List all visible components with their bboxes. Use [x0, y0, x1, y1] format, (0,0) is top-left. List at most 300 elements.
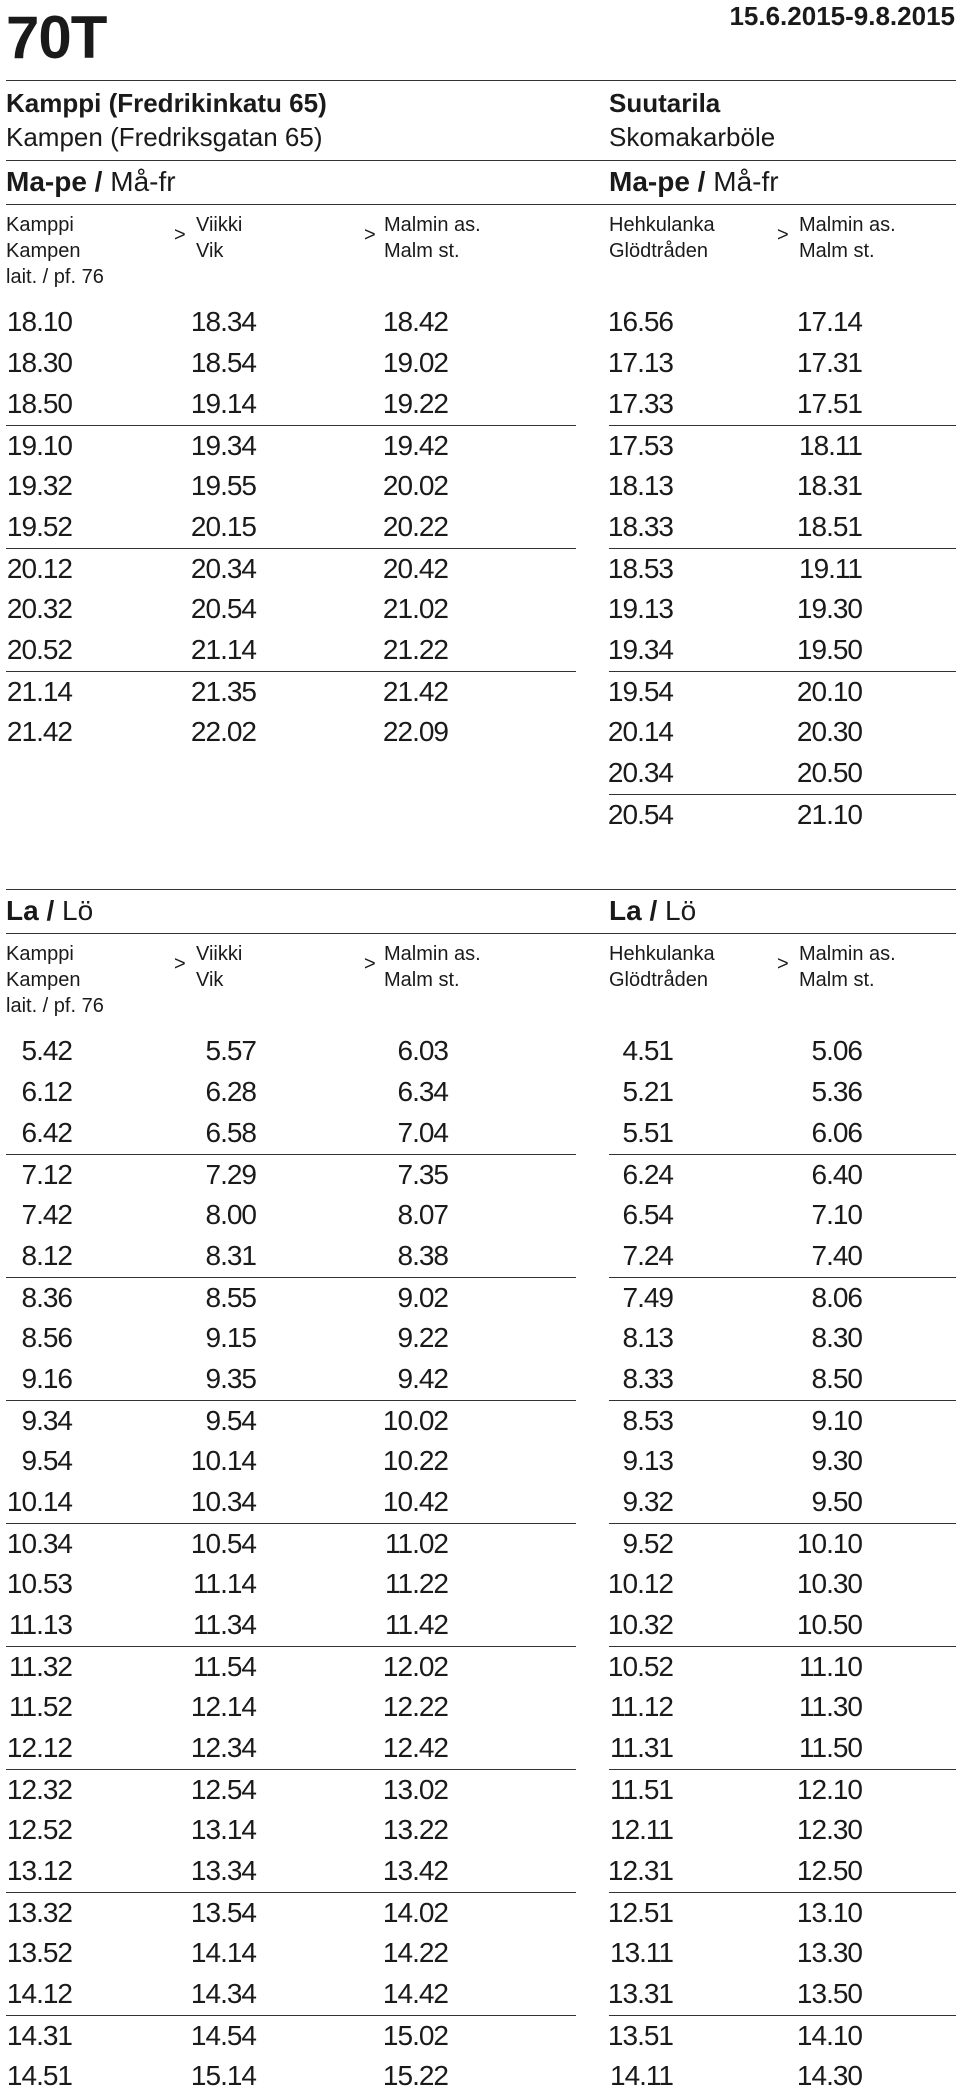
saturday-times-left: [6, 1031, 576, 2097]
time-row: [6, 384, 576, 425]
departure-time: 8.36: [21, 1282, 72, 1313]
departure-time: 10.22: [382, 1445, 448, 1476]
departure-time: 5.06: [811, 1035, 862, 1066]
departure-time: 8.56: [21, 1322, 72, 1353]
stop-name-line: Malm st.: [384, 240, 460, 262]
stop-name-line: Malm st.: [799, 240, 875, 262]
departure-time: 14.02: [382, 1897, 448, 1928]
departure-time: 13.42: [382, 1855, 448, 1886]
departure-time: 12.14: [190, 1691, 256, 1722]
time-row: [609, 384, 956, 425]
departure-time: 11.50: [799, 1732, 862, 1763]
departure-time: 14.51: [6, 2060, 72, 2091]
departure-time: 8.06: [811, 1282, 862, 1313]
direction-arrow: >: [777, 224, 789, 246]
time-row: [609, 302, 956, 343]
stop-name: [6, 212, 104, 290]
departure-time: 21.14: [190, 634, 256, 665]
time-row: [609, 1728, 956, 1769]
departure-time: 12.42: [382, 1732, 448, 1763]
time-row: [6, 548, 576, 589]
departure-time: 21.42: [382, 676, 448, 707]
departure-time: 13.50: [796, 1978, 862, 2009]
departure-time: 5.57: [205, 1035, 256, 1066]
departure-time: 19.22: [382, 388, 448, 419]
stop-name-line: Viikki: [196, 943, 243, 965]
departure-time: 13.34: [190, 1855, 256, 1886]
departure-time: 9.54: [205, 1405, 256, 1436]
time-row: [6, 1892, 576, 1933]
departure-time: 13.02: [382, 1774, 448, 1805]
divider: [6, 889, 956, 890]
departure-time: 12.51: [607, 1897, 673, 1928]
departure-time: 9.34: [21, 1405, 72, 1436]
time-row: [6, 302, 576, 343]
departure-time: 19.32: [6, 470, 72, 501]
departure-time: 20.22: [382, 511, 448, 542]
departure-time: 20.54: [607, 799, 673, 830]
divider: [6, 160, 956, 161]
departure-time: 20.52: [6, 634, 72, 665]
departure-time: 18.33: [607, 511, 673, 542]
time-row: [6, 1933, 576, 1974]
departure-time: 9.02: [397, 1282, 448, 1313]
departure-time: 14.30: [796, 2060, 862, 2091]
time-row: [6, 1113, 576, 1154]
departure-time: 16.56: [607, 306, 673, 337]
time-row: [609, 425, 956, 466]
departure-time: 14.54: [190, 2020, 256, 2051]
departure-time: 17.53: [607, 430, 673, 461]
departure-time: 6.54: [622, 1199, 673, 1230]
time-row: [609, 343, 956, 384]
departure-time: 19.34: [607, 634, 673, 665]
departure-time: 19.10: [6, 430, 72, 461]
departure-time: 12.11: [610, 1814, 673, 1845]
time-row: [609, 1605, 956, 1646]
departure-time: 19.34: [190, 430, 256, 461]
divider: [6, 204, 956, 205]
departure-time: 15.14: [190, 2060, 256, 2091]
stop-header-right-sat: [609, 941, 956, 1001]
departure-time: 9.22: [397, 1322, 448, 1353]
departure-time: 21.02: [382, 593, 448, 624]
time-row: [6, 1236, 576, 1277]
departure-time: 19.55: [190, 470, 256, 501]
departure-time: 20.12: [6, 553, 72, 584]
time-row: [6, 1072, 576, 1113]
stop-name: [6, 941, 104, 1019]
departure-time: 14.11: [610, 2060, 673, 2091]
stop-name-line: Kamppi: [6, 943, 74, 965]
departure-time: 14.12: [6, 1978, 72, 2009]
departure-time: 22.02: [190, 716, 256, 747]
departure-time: 18.53: [607, 553, 673, 584]
departure-time: 9.42: [397, 1363, 448, 1394]
time-row: [6, 1974, 576, 2015]
stop-header-right: [609, 212, 956, 272]
departure-time: 21.42: [6, 716, 72, 747]
departure-time: 11.10: [799, 1651, 862, 1682]
departure-time: 6.03: [397, 1035, 448, 1066]
time-row: [6, 589, 576, 630]
time-row: [609, 1400, 956, 1441]
time-row: [609, 2015, 956, 2056]
time-row: [609, 1277, 956, 1318]
stop-name: [799, 212, 896, 264]
departure-time: 18.51: [796, 511, 862, 542]
departure-time: 7.10: [811, 1199, 862, 1230]
stop-header-left-sat: [6, 941, 576, 1021]
time-row: [6, 1728, 576, 1769]
departure-time: 18.13: [607, 470, 673, 501]
stop-name-line: Glödtråden: [609, 969, 708, 991]
departure-time: 7.04: [397, 1117, 448, 1148]
departure-time: 18.30: [6, 347, 72, 378]
stop-name-line: Glödtråden: [609, 240, 708, 262]
departure-time: 18.42: [382, 306, 448, 337]
departure-time: 13.51: [607, 2020, 673, 2051]
departure-time: 13.14: [190, 1814, 256, 1845]
time-row: [6, 671, 576, 712]
departure-time: 14.22: [382, 1937, 448, 1968]
departure-time: 14.14: [190, 1937, 256, 1968]
departure-time: 19.42: [382, 430, 448, 461]
time-row: [6, 2015, 576, 2056]
departure-time: 15.22: [382, 2060, 448, 2091]
departure-time: 10.14: [190, 1445, 256, 1476]
departure-time: 19.14: [190, 388, 256, 419]
time-row: [609, 466, 956, 507]
time-row: [609, 1154, 956, 1195]
departure-time: 11.02: [385, 1528, 448, 1559]
stop-name: [384, 941, 481, 993]
departure-time: 12.31: [607, 1855, 673, 1886]
time-row: [6, 1810, 576, 1851]
departure-time: 8.00: [205, 1199, 256, 1230]
departure-time: 20.34: [607, 757, 673, 788]
departure-time: 22.09: [382, 716, 448, 747]
departure-time: 17.51: [796, 388, 862, 419]
time-row: [6, 1564, 576, 1605]
departure-time: 21.35: [190, 676, 256, 707]
departure-time: 10.34: [6, 1528, 72, 1559]
time-row: [6, 1646, 576, 1687]
departure-time: 12.22: [382, 1691, 448, 1722]
departure-time: 12.34: [190, 1732, 256, 1763]
departure-time: 4.51: [622, 1035, 673, 1066]
departure-time: 21.10: [796, 799, 862, 830]
departure-time: 10.32: [607, 1609, 673, 1640]
departure-time: 13.10: [796, 1897, 862, 1928]
departure-time: 18.31: [796, 470, 862, 501]
origin-left-title: Kamppi (Fredrikinkatu 65): [6, 88, 327, 118]
time-row: [609, 507, 956, 548]
departure-time: 10.30: [796, 1568, 862, 1599]
departure-time: 20.54: [190, 593, 256, 624]
weekday-label-left: Ma-pe / Må-fr: [6, 166, 176, 197]
departure-time: 9.13: [622, 1445, 673, 1476]
direction-arrow: >: [174, 224, 186, 246]
time-row: [609, 1851, 956, 1892]
departure-time: 11.51: [610, 1774, 673, 1805]
departure-time: 18.10: [6, 306, 72, 337]
time-row: [609, 753, 956, 794]
departure-time: 6.42: [21, 1117, 72, 1148]
direction-arrow: >: [174, 953, 186, 975]
stop-name-line: Kampen: [6, 969, 81, 991]
stop-name: [196, 941, 242, 993]
departure-time: 12.52: [6, 1814, 72, 1845]
departure-time: 8.53: [622, 1405, 673, 1436]
departure-time: 11.22: [385, 1568, 448, 1599]
stop-name-line: Vik: [196, 969, 224, 991]
origin-right-subtitle: Skomakarböle: [609, 122, 776, 152]
time-row: [6, 1523, 576, 1564]
departure-time: 11.31: [610, 1732, 673, 1763]
departure-time: 15.02: [382, 2020, 448, 2051]
departure-time: 7.29: [205, 1159, 256, 1190]
departure-time: 12.30: [796, 1814, 862, 1845]
time-row: [609, 1523, 956, 1564]
time-row: [6, 1318, 576, 1359]
stop-name: [384, 212, 481, 264]
time-row: [609, 1072, 956, 1113]
departure-time: 7.24: [622, 1240, 673, 1271]
departure-time: 17.31: [796, 347, 862, 378]
time-row: [609, 1031, 956, 1072]
departure-time: 10.42: [382, 1486, 448, 1517]
departure-time: 11.54: [193, 1651, 256, 1682]
stop-header-left: [6, 212, 576, 292]
direction-arrow: >: [777, 953, 789, 975]
stop-name-line: Malm st.: [384, 969, 460, 991]
departure-time: 11.34: [193, 1609, 256, 1640]
departure-time: 6.06: [811, 1117, 862, 1148]
departure-time: 13.22: [382, 1814, 448, 1845]
departure-time: 12.50: [796, 1855, 862, 1886]
time-row: [609, 1441, 956, 1482]
departure-time: 8.31: [205, 1240, 256, 1271]
departure-time: 19.52: [6, 511, 72, 542]
departure-time: 6.12: [21, 1076, 72, 1107]
departure-time: 11.32: [9, 1651, 72, 1682]
departure-time: 14.34: [190, 1978, 256, 2009]
departure-time: 20.10: [796, 676, 862, 707]
time-row: [609, 1236, 956, 1277]
departure-time: 10.10: [796, 1528, 862, 1559]
departure-time: 5.42: [21, 1035, 72, 1066]
departure-time: 20.50: [796, 757, 862, 788]
stop-name-line: Malmin as.: [799, 943, 896, 965]
departure-time: 10.34: [190, 1486, 256, 1517]
departure-time: 8.07: [397, 1199, 448, 1230]
stop-name-line: Kamppi: [6, 214, 74, 236]
departure-time: 13.30: [796, 1937, 862, 1968]
time-row: [609, 630, 956, 671]
departure-time: 9.50: [811, 1486, 862, 1517]
departure-time: 11.13: [9, 1609, 72, 1640]
departure-time: 11.42: [385, 1609, 448, 1640]
departure-time: 20.32: [6, 593, 72, 624]
departure-time: 7.12: [21, 1159, 72, 1190]
departure-time: 18.34: [190, 306, 256, 337]
departure-time: 7.35: [397, 1159, 448, 1190]
departure-time: 14.10: [796, 2020, 862, 2051]
departure-time: 9.30: [811, 1445, 862, 1476]
time-row: [609, 1974, 956, 2015]
departure-time: 5.51: [622, 1117, 673, 1148]
time-row: [609, 671, 956, 712]
departure-time: 9.35: [205, 1363, 256, 1394]
departure-time: 20.34: [190, 553, 256, 584]
time-row: [6, 1851, 576, 1892]
time-row: [609, 2056, 956, 2097]
departure-time: 7.40: [811, 1240, 862, 1271]
time-row: [6, 1359, 576, 1400]
departure-time: 13.12: [6, 1855, 72, 1886]
stop-name: [799, 941, 896, 993]
weekday-times-right: [609, 302, 956, 835]
time-row: [609, 1195, 956, 1236]
departure-time: 10.54: [190, 1528, 256, 1559]
departure-time: 14.42: [382, 1978, 448, 2009]
departure-time: 8.33: [622, 1363, 673, 1394]
time-row: [609, 1892, 956, 1933]
departure-time: 12.10: [796, 1774, 862, 1805]
departure-time: 6.34: [397, 1076, 448, 1107]
departure-time: 19.50: [796, 634, 862, 665]
time-row: [609, 1646, 956, 1687]
departure-time: 19.02: [382, 347, 448, 378]
time-row: [6, 712, 576, 753]
departure-time: 8.50: [811, 1363, 862, 1394]
departure-time: 8.13: [622, 1322, 673, 1353]
origin-left: [6, 86, 576, 154]
time-row: [609, 712, 956, 753]
stop-name-line: Vik: [196, 240, 224, 262]
direction-arrow: >: [364, 224, 376, 246]
stop-name-line: Viikki: [196, 214, 243, 236]
time-row: [6, 1441, 576, 1482]
time-row: [609, 1564, 956, 1605]
departure-time: 20.30: [796, 716, 862, 747]
departure-time: 12.02: [382, 1651, 448, 1682]
departure-time: 17.13: [607, 347, 673, 378]
time-row: [6, 2056, 576, 2097]
departure-time: 5.21: [622, 1076, 673, 1107]
stop-name-line: lait. / pf. 76: [6, 995, 104, 1017]
departure-time: 6.24: [622, 1159, 673, 1190]
stop-name: [196, 212, 242, 264]
route-number: 70T: [6, 4, 107, 71]
departure-time: 8.55: [205, 1282, 256, 1313]
stop-name-line: Malm st.: [799, 969, 875, 991]
departure-time: 19.13: [607, 593, 673, 624]
stop-name-line: lait. / pf. 76: [6, 266, 104, 288]
time-row: [609, 548, 956, 589]
departure-time: 21.22: [382, 634, 448, 665]
departure-time: 18.50: [6, 388, 72, 419]
stop-name-line: Malmin as.: [384, 214, 481, 236]
stop-name-line: Hehkulanka: [609, 214, 715, 236]
departure-time: 13.54: [190, 1897, 256, 1928]
stop-name-line: Hehkulanka: [609, 943, 715, 965]
departure-time: 12.54: [190, 1774, 256, 1805]
departure-time: 18.54: [190, 347, 256, 378]
origin-right: [609, 86, 956, 154]
origin-right-title: Suutarila: [609, 88, 721, 118]
time-row: [609, 1113, 956, 1154]
stop-name-line: Kampen: [6, 240, 81, 262]
departure-time: 8.12: [21, 1240, 72, 1271]
time-row: [6, 1400, 576, 1441]
validity-dates: 15.6.2015-9.8.2015: [729, 1, 955, 31]
departure-time: 13.52: [6, 1937, 72, 1968]
departure-time: 10.02: [382, 1405, 448, 1436]
departure-time: 11.30: [799, 1691, 862, 1722]
direction-arrow: >: [364, 953, 376, 975]
time-row: [6, 1031, 576, 1072]
departure-time: 19.30: [796, 593, 862, 624]
departure-time: 13.32: [6, 1897, 72, 1928]
stop-name: [609, 212, 715, 264]
departure-time: 11.12: [610, 1691, 673, 1722]
departure-time: 12.12: [6, 1732, 72, 1763]
departure-time: 13.31: [607, 1978, 673, 2009]
time-row: [609, 1482, 956, 1523]
time-row: [6, 507, 576, 548]
departure-time: 7.42: [21, 1199, 72, 1230]
time-row: [609, 1318, 956, 1359]
divider: [6, 80, 956, 81]
departure-time: 9.10: [811, 1405, 862, 1436]
departure-time: 19.54: [607, 676, 673, 707]
time-row: [609, 1933, 956, 1974]
divider: [6, 933, 956, 934]
weekday-times-left: [6, 302, 576, 753]
departure-time: 18.11: [799, 430, 862, 461]
departure-time: 9.16: [21, 1363, 72, 1394]
departure-time: 8.38: [397, 1240, 448, 1271]
departure-time: 10.12: [607, 1568, 673, 1599]
departure-time: 20.02: [382, 470, 448, 501]
departure-time: 9.54: [21, 1445, 72, 1476]
time-row: [609, 794, 956, 835]
time-row: [6, 630, 576, 671]
departure-time: 10.14: [6, 1486, 72, 1517]
time-row: [6, 1277, 576, 1318]
stop-name-line: Malmin as.: [799, 214, 896, 236]
saturday-times-right: [609, 1031, 956, 2097]
time-row: [6, 1605, 576, 1646]
time-row: [609, 1810, 956, 1851]
departure-time: 9.15: [205, 1322, 256, 1353]
departure-time: 9.52: [622, 1528, 673, 1559]
departure-time: 10.53: [6, 1568, 72, 1599]
departure-time: 20.14: [607, 716, 673, 747]
departure-time: 20.15: [190, 511, 256, 542]
time-row: [6, 1769, 576, 1810]
departure-time: 10.50: [796, 1609, 862, 1640]
origin-left-subtitle: Kampen (Fredriksgatan 65): [6, 122, 323, 152]
departure-time: 10.52: [607, 1651, 673, 1682]
time-row: [609, 1359, 956, 1400]
time-row: [6, 466, 576, 507]
time-row: [6, 425, 576, 466]
time-row: [609, 589, 956, 630]
departure-time: 11.52: [9, 1691, 72, 1722]
